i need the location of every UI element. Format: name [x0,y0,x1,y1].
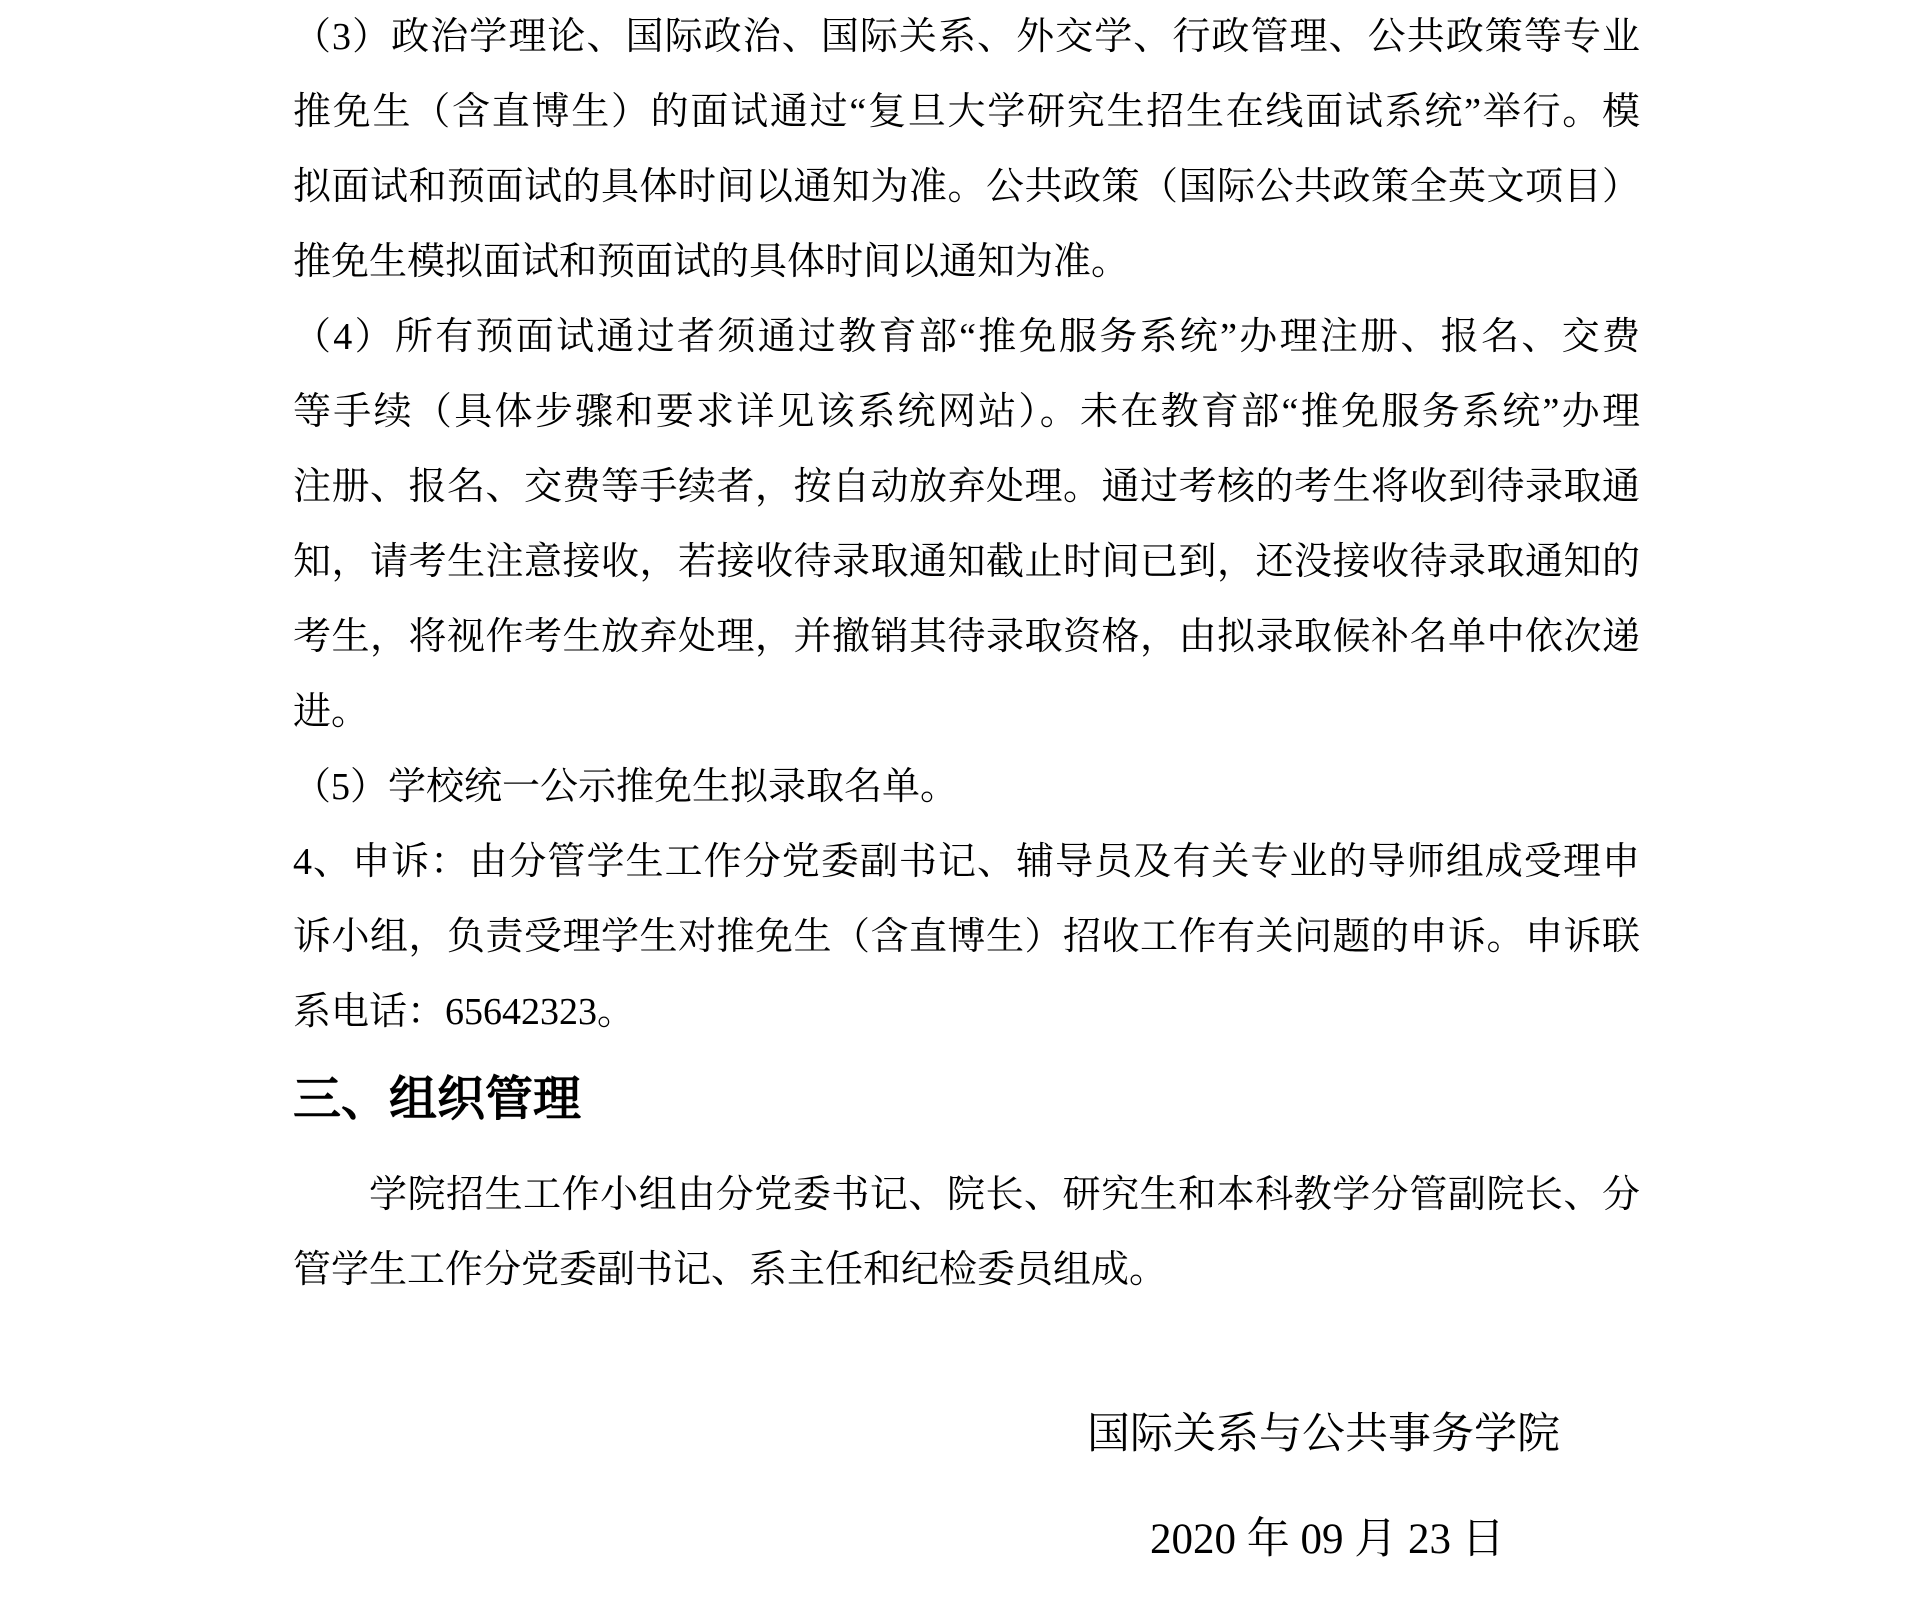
text-line: 推免生模拟面试和预面试的具体时间以通知为准。 [293,241,1130,283]
text-line: 管学生工作分党委副书记、系主任和纪检委员组成。 [293,1249,1168,1291]
text-line: 进。 [293,691,370,733]
text-column [293,0,1640,1577]
text-line: （3）政治学理论、国际政治、国际关系、外交学、行政管理、公共政策等专业 [293,16,1640,58]
text-line: 学院招生工作小组由分党委书记、院长、研究生和本科教学分管副院长、分 [369,1174,1640,1216]
text-line: 注册、报名、交费等手续者，按自动放弃处理。通过考核的考生将收到待录取通 [293,466,1640,508]
section-heading: 三、组织管理 [293,1073,582,1126]
text-line: 4、申诉：由分管学生工作分党委副书记、辅导员及有关专业的导师组成受理申 [293,841,1640,883]
text-line: 等手续（具体步骤和要求详见该系统网站）。未在教育部“推免服务系统”办理 [293,391,1640,433]
text-line: 系电话：65642323。 [293,991,636,1033]
text-line: （4）所有预面试通过者须通过教育部“推免服务系统”办理注册、报名、交费 [293,316,1640,358]
signature-line: 国际关系与公共事务学院 [1087,1411,1560,1458]
text-line: 考生，将视作考生放弃处理，并撤销其待录取资格，由拟录取候补名单中依次递 [293,616,1640,658]
text-line: 诉小组，负责受理学生对推免生（含直博生）招收工作有关问题的申诉。申诉联 [293,916,1640,958]
date-line: 2020 年 09 月 23 日 [1150,1516,1505,1563]
text-line: 推免生（含直博生）的面试通过“复旦大学研究生招生在线面试系统”举行。模 [293,91,1640,133]
text-line: 知，请考生注意接收，若接收待录取通知截止时间已到，还没接收待录取通知的 [293,541,1640,583]
text-line: 拟面试和预面试的具体时间以通知为准。公共政策（国际公共政策全英文项目） [293,166,1640,208]
text-line: （5）学校统一公示推免生拟录取名单。 [293,766,959,808]
